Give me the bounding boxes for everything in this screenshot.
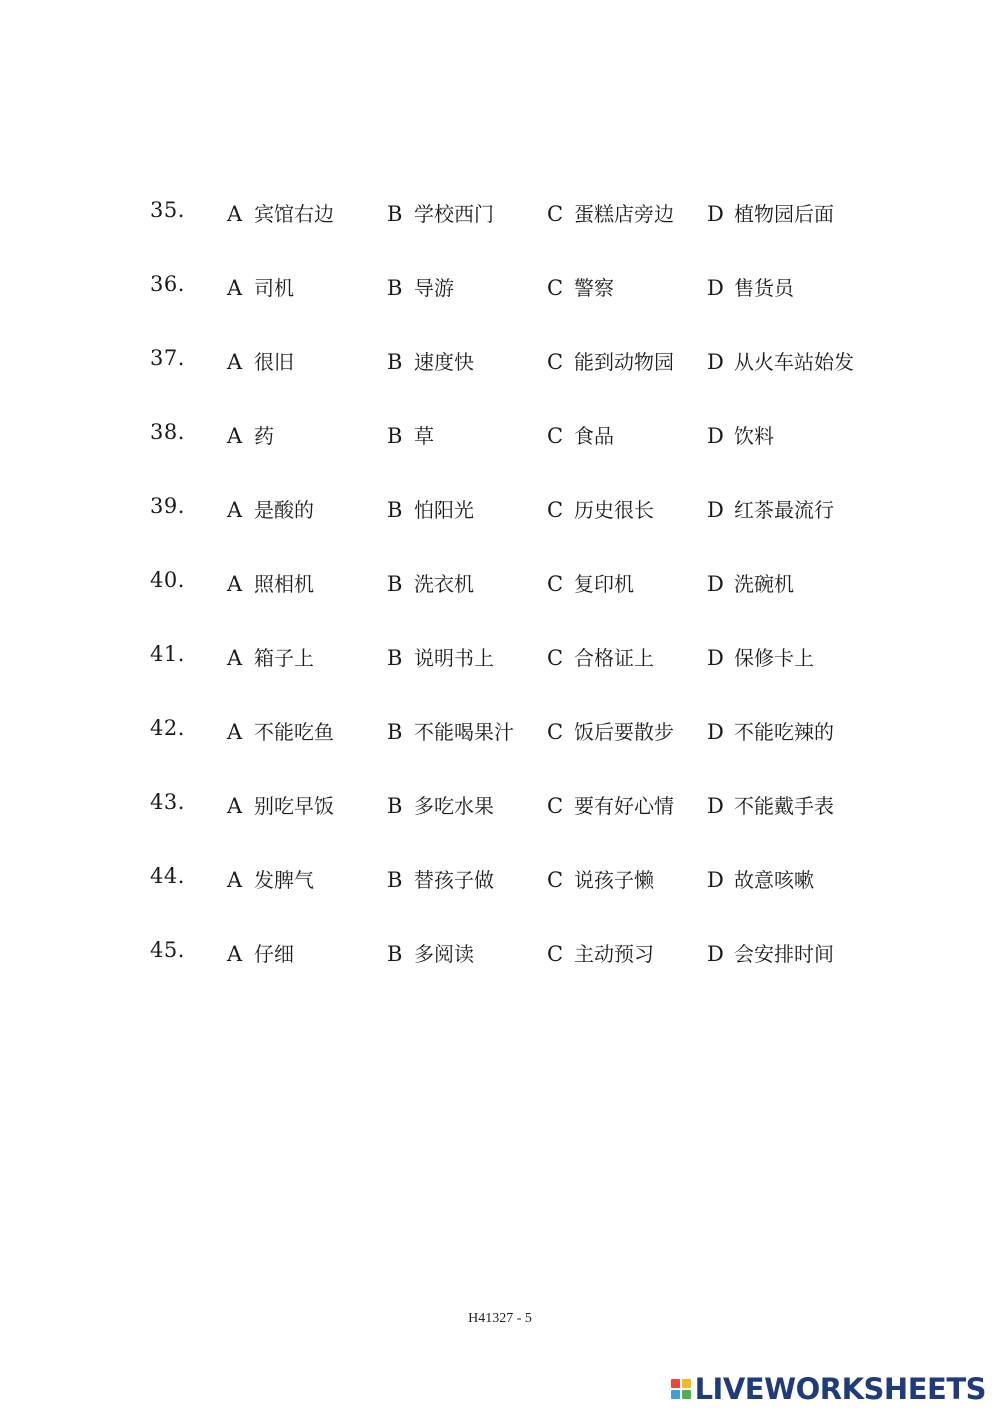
logo-block-red	[671, 1379, 680, 1388]
option-text: 速度快	[414, 350, 474, 374]
option-letter: D	[707, 424, 724, 448]
option-d[interactable]	[707, 568, 794, 597]
option-c[interactable]	[547, 272, 614, 301]
option-text: 导游	[414, 276, 454, 300]
option-text: 说明书上	[414, 646, 494, 670]
question-number: 37.	[150, 346, 185, 370]
option-text: 蛋糕店旁边	[574, 202, 674, 226]
question-list	[0, 186, 1000, 1000]
option-letter: B	[387, 942, 403, 966]
option-letter: B	[387, 572, 403, 596]
question-number: 39.	[150, 494, 185, 518]
question-row	[0, 852, 1000, 926]
option-text: 学校西门	[414, 202, 494, 226]
option-text: 发脾气	[254, 868, 314, 892]
option-c[interactable]	[547, 346, 674, 375]
option-c[interactable]	[547, 642, 654, 671]
option-c[interactable]	[547, 938, 654, 967]
option-a[interactable]	[227, 272, 294, 301]
option-letter: C	[547, 498, 564, 522]
option-letter: A	[227, 498, 243, 522]
option-letter: C	[547, 350, 564, 374]
option-b[interactable]	[387, 198, 494, 227]
option-letter: A	[227, 202, 243, 226]
option-letter: A	[227, 276, 243, 300]
logo-block-blue	[671, 1390, 680, 1399]
option-letter: C	[547, 720, 564, 744]
option-text: 照相机	[254, 572, 314, 596]
option-c[interactable]	[547, 568, 634, 597]
option-letter: B	[387, 276, 403, 300]
option-a[interactable]	[227, 938, 294, 967]
question-row	[0, 630, 1000, 704]
option-c[interactable]	[547, 494, 654, 523]
option-letter: D	[707, 646, 724, 670]
option-b[interactable]	[387, 346, 474, 375]
option-letter: A	[227, 572, 243, 596]
option-letter: B	[387, 350, 403, 374]
option-text: 是酸的	[254, 498, 314, 522]
option-d[interactable]	[707, 938, 834, 967]
option-d[interactable]	[707, 420, 774, 449]
option-a[interactable]	[227, 420, 274, 449]
option-letter: A	[227, 646, 243, 670]
question-number: 45.	[150, 938, 185, 962]
option-letter: D	[707, 868, 724, 892]
option-letter: D	[707, 720, 724, 744]
question-number: 35.	[150, 198, 185, 222]
option-text: 很旧	[254, 350, 294, 374]
option-letter: B	[387, 794, 403, 818]
option-letter: B	[387, 720, 403, 744]
option-d[interactable]	[707, 494, 834, 523]
option-text: 能到动物园	[574, 350, 674, 374]
question-row	[0, 186, 1000, 260]
option-text: 不能戴手表	[734, 794, 834, 818]
option-text: 植物园后面	[734, 202, 834, 226]
option-d[interactable]	[707, 642, 814, 671]
option-text: 宾馆右边	[254, 202, 334, 226]
option-text: 替孩子做	[414, 868, 494, 892]
option-letter: B	[387, 202, 403, 226]
option-text: 洗衣机	[414, 572, 474, 596]
option-text: 饭后要散步	[574, 720, 674, 744]
option-letter: C	[547, 572, 564, 596]
option-a[interactable]	[227, 198, 334, 227]
logo-block-yellow	[682, 1379, 691, 1388]
question-row	[0, 778, 1000, 852]
option-d[interactable]	[707, 346, 854, 375]
option-letter: C	[547, 646, 564, 670]
option-text: 历史很长	[574, 498, 654, 522]
option-c[interactable]	[547, 864, 654, 893]
question-number: 38.	[150, 420, 185, 444]
option-b[interactable]	[387, 716, 514, 745]
option-letter: D	[707, 350, 724, 374]
option-letter: A	[227, 350, 243, 374]
option-text: 饮料	[734, 424, 774, 448]
liveworksheets-brand[interactable]	[671, 1371, 986, 1407]
question-number: 43.	[150, 790, 185, 814]
brand-name: LIVEWORKSHEETS	[694, 1372, 986, 1406]
question-row	[0, 334, 1000, 408]
option-letter: C	[547, 424, 564, 448]
option-text: 故意咳嗽	[734, 868, 814, 892]
option-text: 警察	[574, 276, 614, 300]
option-b[interactable]	[387, 494, 474, 523]
option-letter: C	[547, 202, 564, 226]
option-d[interactable]	[707, 198, 834, 227]
logo-block-green	[682, 1390, 691, 1399]
option-a[interactable]	[227, 642, 314, 671]
option-text: 药	[254, 424, 274, 448]
option-text: 箱子上	[254, 646, 314, 670]
option-text: 怕阳光	[414, 498, 474, 522]
option-b[interactable]	[387, 790, 494, 819]
question-number: 42.	[150, 716, 185, 740]
option-letter: A	[227, 424, 243, 448]
option-a[interactable]	[227, 568, 314, 597]
option-text: 仔细	[254, 942, 294, 966]
option-letter: D	[707, 572, 724, 596]
option-letter: D	[707, 794, 724, 818]
liveworksheets-logo-icon	[671, 1379, 691, 1399]
option-a[interactable]	[227, 716, 334, 745]
option-text: 别吃早饭	[254, 794, 334, 818]
option-letter: B	[387, 868, 403, 892]
page-code: H41327 - 5	[468, 1311, 532, 1326]
option-letter: D	[707, 202, 724, 226]
option-text: 说孩子懒	[574, 868, 654, 892]
option-b[interactable]	[387, 420, 434, 449]
option-letter: D	[707, 276, 724, 300]
option-text: 不能喝果汁	[414, 720, 514, 744]
option-a[interactable]	[227, 346, 294, 375]
option-letter: A	[227, 794, 243, 818]
question-number: 44.	[150, 864, 185, 888]
option-d[interactable]	[707, 790, 834, 819]
option-b[interactable]	[387, 568, 474, 597]
option-b[interactable]	[387, 272, 454, 301]
option-text: 洗碗机	[734, 572, 794, 596]
option-text: 保修卡上	[734, 646, 814, 670]
question-row	[0, 408, 1000, 482]
option-text: 红茶最流行	[734, 498, 834, 522]
option-text: 草	[414, 424, 434, 448]
option-a[interactable]	[227, 864, 314, 893]
option-letter: A	[227, 720, 243, 744]
question-number: 40.	[150, 568, 185, 592]
question-row	[0, 926, 1000, 1000]
option-text: 不能吃鱼	[254, 720, 334, 744]
question-row	[0, 260, 1000, 334]
option-text: 司机	[254, 276, 294, 300]
option-text: 不能吃辣的	[734, 720, 834, 744]
question-row	[0, 482, 1000, 556]
question-row	[0, 556, 1000, 630]
option-letter: D	[707, 498, 724, 522]
option-letter: B	[387, 424, 403, 448]
option-c[interactable]	[547, 420, 614, 449]
option-b[interactable]	[387, 938, 474, 967]
option-letter: D	[707, 942, 724, 966]
option-b[interactable]	[387, 864, 494, 893]
option-d[interactable]	[707, 716, 834, 745]
option-b[interactable]	[387, 642, 494, 671]
option-text: 复印机	[574, 572, 634, 596]
question-number: 41.	[150, 642, 185, 666]
option-text: 会安排时间	[734, 942, 834, 966]
question-number: 36.	[150, 272, 185, 296]
option-text: 售货员	[734, 276, 794, 300]
option-letter: C	[547, 942, 564, 966]
option-letter: C	[547, 868, 564, 892]
question-row	[0, 704, 1000, 778]
option-letter: C	[547, 276, 564, 300]
option-letter: A	[227, 942, 243, 966]
option-letter: B	[387, 498, 403, 522]
option-text: 要有好心情	[574, 794, 674, 818]
option-c[interactable]	[547, 716, 674, 745]
option-c[interactable]	[547, 198, 674, 227]
option-text: 食品	[574, 424, 614, 448]
option-text: 合格证上	[574, 646, 654, 670]
option-d[interactable]	[707, 272, 794, 301]
option-letter: A	[227, 868, 243, 892]
option-text: 多阅读	[414, 942, 474, 966]
option-a[interactable]	[227, 494, 314, 523]
option-text: 主动预习	[574, 942, 654, 966]
option-d[interactable]	[707, 864, 814, 893]
option-c[interactable]	[547, 790, 674, 819]
option-letter: B	[387, 646, 403, 670]
option-a[interactable]	[227, 790, 334, 819]
option-letter: C	[547, 794, 564, 818]
option-text: 多吃水果	[414, 794, 494, 818]
option-text: 从火车站始发	[734, 350, 854, 374]
